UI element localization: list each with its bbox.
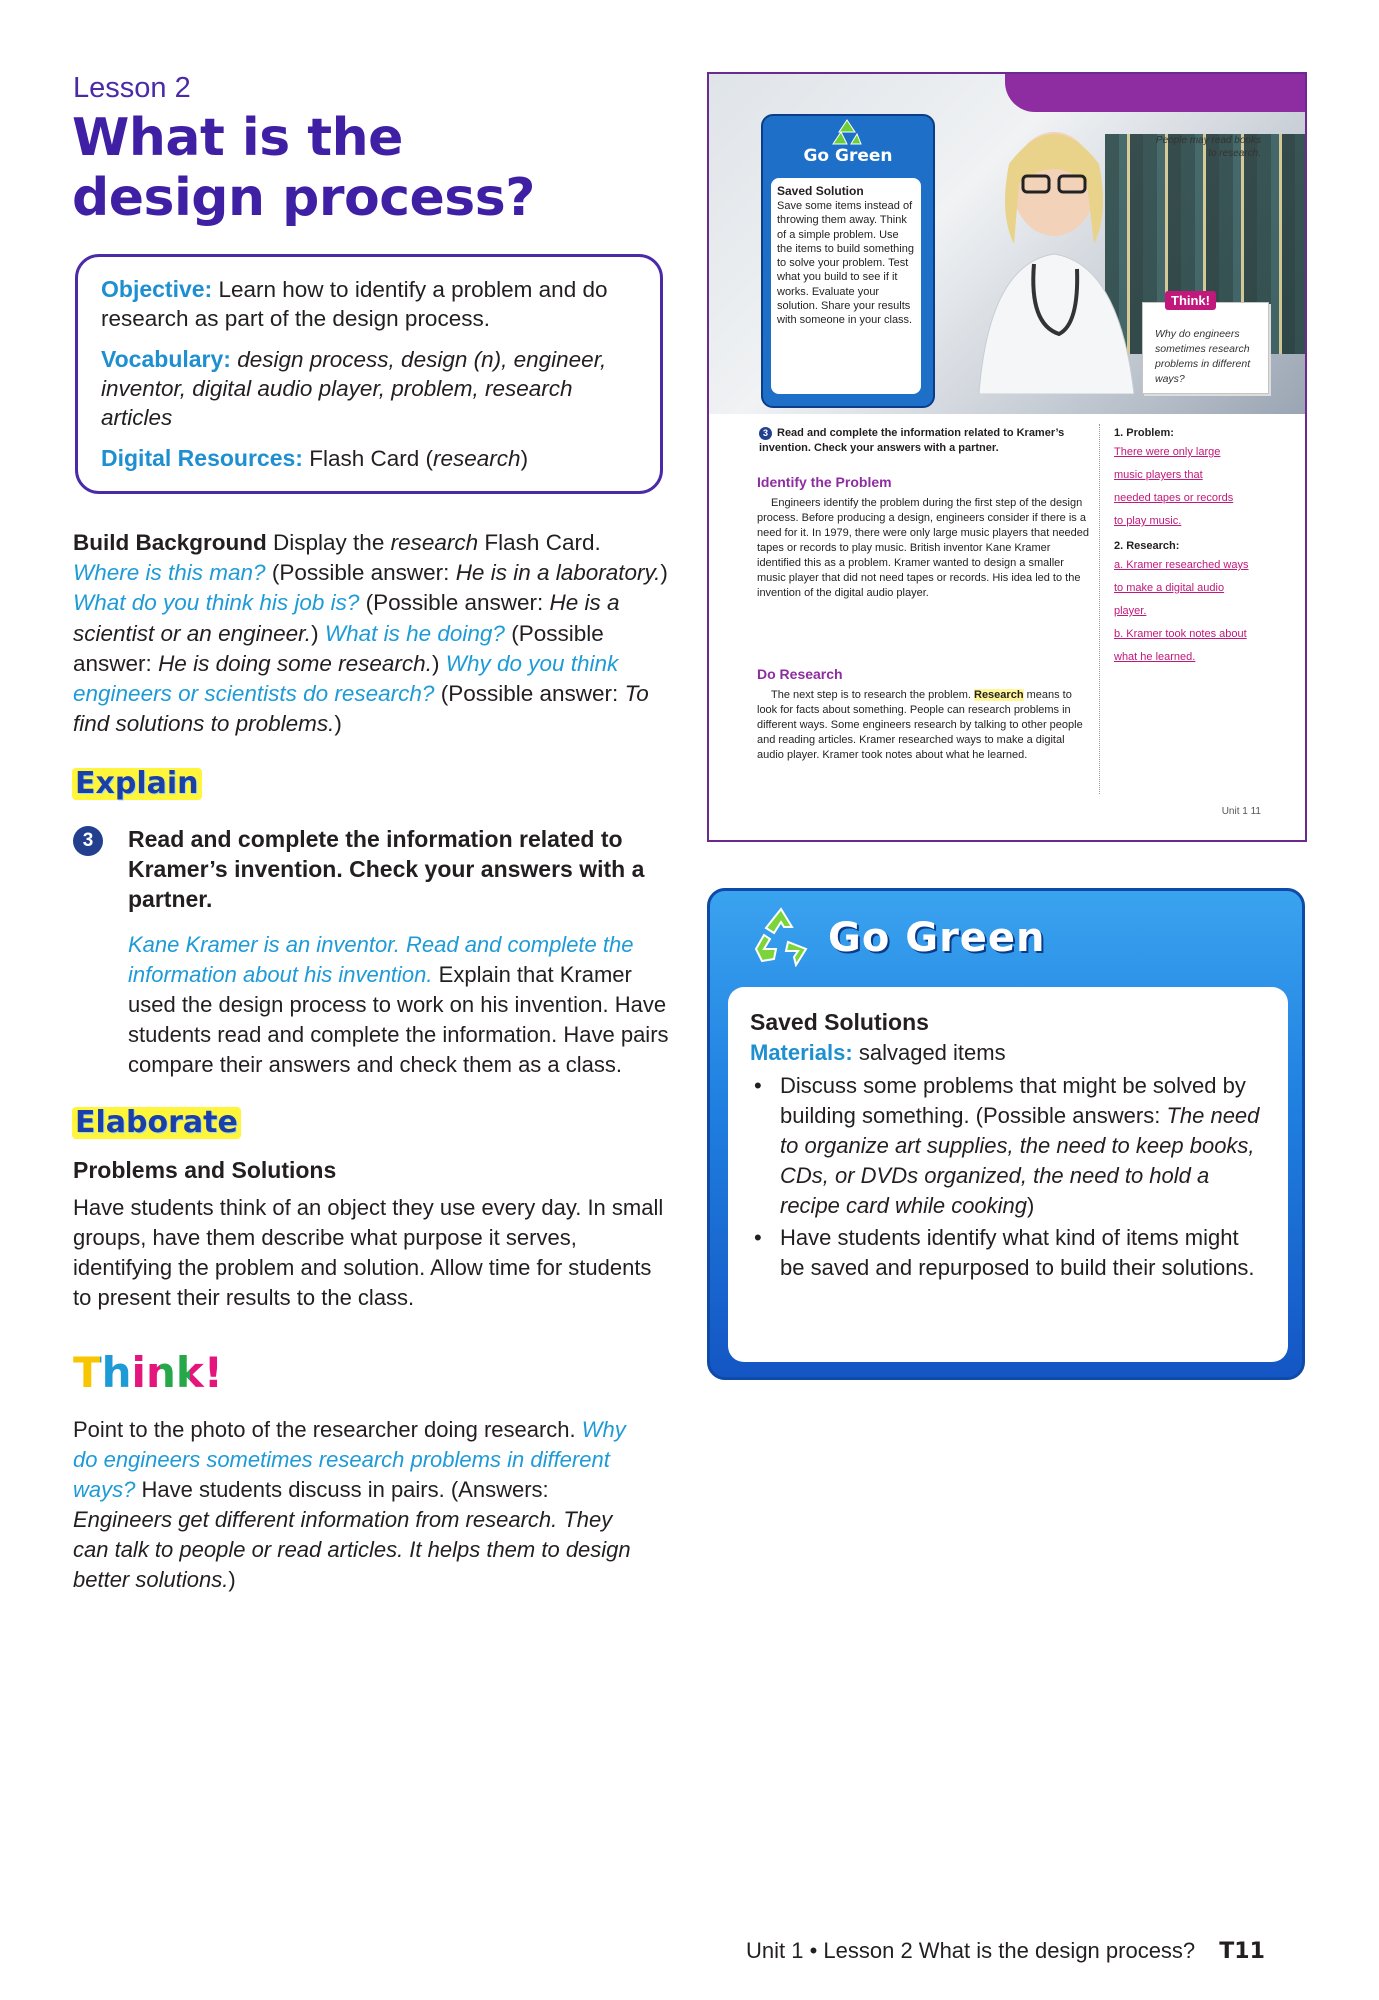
think-body	[73, 1415, 633, 1595]
identify-problem-body: Engineers identify the problem during the first step of the design process. Before producing a design, engineers consider if there is a need for it. In 1979, there were only large music players that needed tapes or records to play music. British inventor Kane Kramer identified this as a problem. Kramer wanted to design a smaller music player that did not need tapes or records. His idea led to the invention of the digital audio player.	[757, 497, 1090, 599]
bb-answer: (Possible answer:	[73, 620, 604, 676]
list-item-text: )	[1027, 1193, 1035, 1218]
list-item-text: Have students identify what kind of items might be saved and repurposed to build their solutions.	[780, 1225, 1255, 1280]
think-text: )	[228, 1567, 236, 1592]
think-logo-text: Think!	[73, 1348, 223, 1397]
recycle-icon	[750, 905, 812, 967]
go-green-content	[728, 987, 1288, 1362]
do-research-body	[757, 688, 1092, 763]
digital-resources-text-c: )	[520, 446, 529, 471]
objective-key: Objective:	[101, 276, 213, 302]
go-green-mini-title: Go Green	[803, 146, 893, 166]
bb-text: Display the	[273, 530, 385, 555]
step-3-instruction: Read and complete the information related to Kramer’s invention. Check your answers with a partner.	[128, 826, 645, 912]
student-page-thumbnail	[707, 72, 1307, 842]
think-answer: Engineers get different information from research. They can talk to people or read articles. It helps them to design better solutions.	[73, 1507, 631, 1592]
bb-question: Why do you think engineers or scientists do research?	[73, 650, 619, 707]
digital-resources-text-b: research	[433, 446, 521, 471]
think-note-question: Why do engineers sometimes research problems in different ways?	[1155, 328, 1251, 385]
answer-column	[1114, 426, 1284, 669]
digital-resources-text-a: Flash Card (	[309, 446, 434, 471]
answer-line: what he learned.	[1114, 651, 1196, 663]
step-3-notes	[128, 930, 678, 1080]
step-3-body-text: Explain that Kramer used the design process to work on his invention. Have students read and complete the information. Have pairs compare their answers and check them as a class.	[128, 962, 669, 1077]
materials-text: salvaged items	[858, 1040, 1006, 1065]
bb-text-italic: research	[390, 530, 479, 555]
go-green-mini-body: Save some items instead of throwing them away. Think of a simple problem. Use the items to build something to solve your problem. Test what you build to see if it works. Evaluate your solution. Share your results with someone in your class.	[777, 200, 914, 327]
answer-line: b. Kramer took notes about	[1114, 628, 1247, 640]
problems-solutions-heading: Problems and Solutions	[73, 1157, 337, 1183]
go-green-title: Go Green	[828, 915, 1046, 961]
bb-answer: (Possible answer:	[271, 560, 450, 586]
page-title: What is the design process?	[72, 108, 535, 228]
footer-text: Unit 1 • Lesson 2 What is the design process?	[746, 1938, 1196, 1963]
answer-line: to make a digital audio	[1114, 582, 1225, 594]
problems-solutions-body: Have students think of an object they use every day. In small groups, have them describe what purpose it serves, identifying the problem and solution. Allow time for students to present their results to the class.	[73, 1195, 664, 1310]
list-item	[750, 1223, 1266, 1283]
explain-heading: Explain	[72, 768, 202, 800]
think-note-label: Think!	[1165, 291, 1216, 310]
bb-answer: (Possible answer:	[440, 681, 619, 707]
bb-answer: )	[660, 560, 668, 586]
step-number-badge: 3	[73, 826, 103, 856]
go-green-heading: Saved Solutions	[750, 1009, 929, 1035]
bb-question: What is he doing?	[324, 620, 505, 646]
objective-box	[75, 254, 663, 494]
answer-line: music players that	[1114, 469, 1203, 481]
bb-answer-italic: To find solutions to problems.	[73, 681, 649, 737]
mini-step-instruction: Read and complete the information related to Kramer’s invention. Check your answers with a partner.	[759, 427, 1065, 454]
materials-line	[750, 1037, 1266, 1069]
answer-1-label: 1. Problem:	[1114, 427, 1174, 439]
bb-answer: )	[311, 620, 319, 646]
vocabulary-highlight: Research	[974, 689, 1024, 701]
build-background-head: Build Background	[73, 530, 267, 555]
researcher-illustration	[959, 94, 1149, 394]
go-green-mini-content	[771, 178, 921, 394]
page-number: T11	[1219, 1939, 1265, 1964]
materials-key: Materials:	[750, 1040, 853, 1065]
bb-answer: (Possible answer:	[365, 590, 544, 616]
mini-page-footer: Unit 1 11	[1221, 806, 1261, 817]
answer-line: needed tapes or records	[1114, 492, 1234, 504]
photo-caption: People may read books to research.	[1155, 135, 1261, 159]
go-green-mini-heading: Saved Solution	[777, 184, 864, 198]
list-item	[750, 1071, 1266, 1221]
do-research-text: means to look for facts about something. People can research problems in different ways. Some engineers research by talking to other people and reading articles. Kramer researched ways to make a digital audio player. Kramer took notes about what he learned.	[757, 689, 1083, 761]
bb-answer-italic: He is doing some research.	[158, 650, 432, 676]
bb-answer-italic: He is in a laboratory.	[455, 560, 661, 586]
elaborate-heading: Elaborate	[72, 1107, 241, 1139]
objective-text: Learn how to identify a problem and do research as part of the design process.	[101, 277, 608, 331]
think-logo	[73, 1350, 223, 1396]
think-question: Why do engineers sometimes research problems in different ways?	[73, 1417, 626, 1502]
column-divider	[1099, 424, 1100, 794]
answer-line: a. Kramer researched ways	[1114, 559, 1249, 571]
bb-answer: )	[431, 650, 440, 676]
bb-answer-italic: He is a scientist or an engineer.	[73, 590, 620, 646]
answer-line: player.	[1114, 605, 1147, 617]
mini-step-number: 3	[759, 427, 772, 440]
answer-line: There were only large	[1114, 446, 1221, 458]
bb-question: What do you think his job is?	[73, 590, 360, 616]
recycle-icon	[829, 118, 865, 148]
researcher-photo	[709, 74, 1305, 414]
page-footer	[746, 1938, 1265, 1964]
answer-line: to play music.	[1114, 515, 1182, 527]
list-item-text: Discuss some problems that might be solved by building something. (Possible answers:	[780, 1073, 1246, 1128]
identify-problem-heading: Identify the Problem	[757, 474, 892, 490]
think-text: Point to the photo of the researcher doing research.	[73, 1417, 576, 1442]
bb-question: Where is this man?	[73, 560, 266, 586]
go-green-box	[707, 888, 1305, 1380]
list-item-italic: The need to organize art supplies, the need to keep books, CDs, or DVDs organized, the need to hold a recipe card while cooking	[780, 1103, 1260, 1218]
think-text: Have students discuss in pairs. (Answers:	[141, 1477, 549, 1502]
go-green-mini-box	[761, 114, 935, 408]
vocabulary-key: Vocabulary:	[101, 346, 231, 372]
build-background	[73, 528, 673, 739]
think-note	[1142, 293, 1269, 394]
digital-resources-key: Digital Resources:	[101, 445, 303, 471]
bb-answer: )	[334, 711, 342, 737]
step-3-blue-text: Kane Kramer is an inventor. Read and complete the information about his invention.	[128, 932, 634, 987]
vocabulary-text: design process, design (n), engineer, inventor, digital audio player, problem, research articles	[101, 347, 607, 430]
lesson-label: Lesson 2	[73, 72, 191, 104]
do-research-text: The next step is to research the problem.	[771, 689, 971, 701]
do-research-heading: Do Research	[757, 666, 843, 682]
answer-2-label: 2. Research:	[1114, 540, 1180, 552]
bb-text: Flash Card.	[484, 530, 601, 555]
